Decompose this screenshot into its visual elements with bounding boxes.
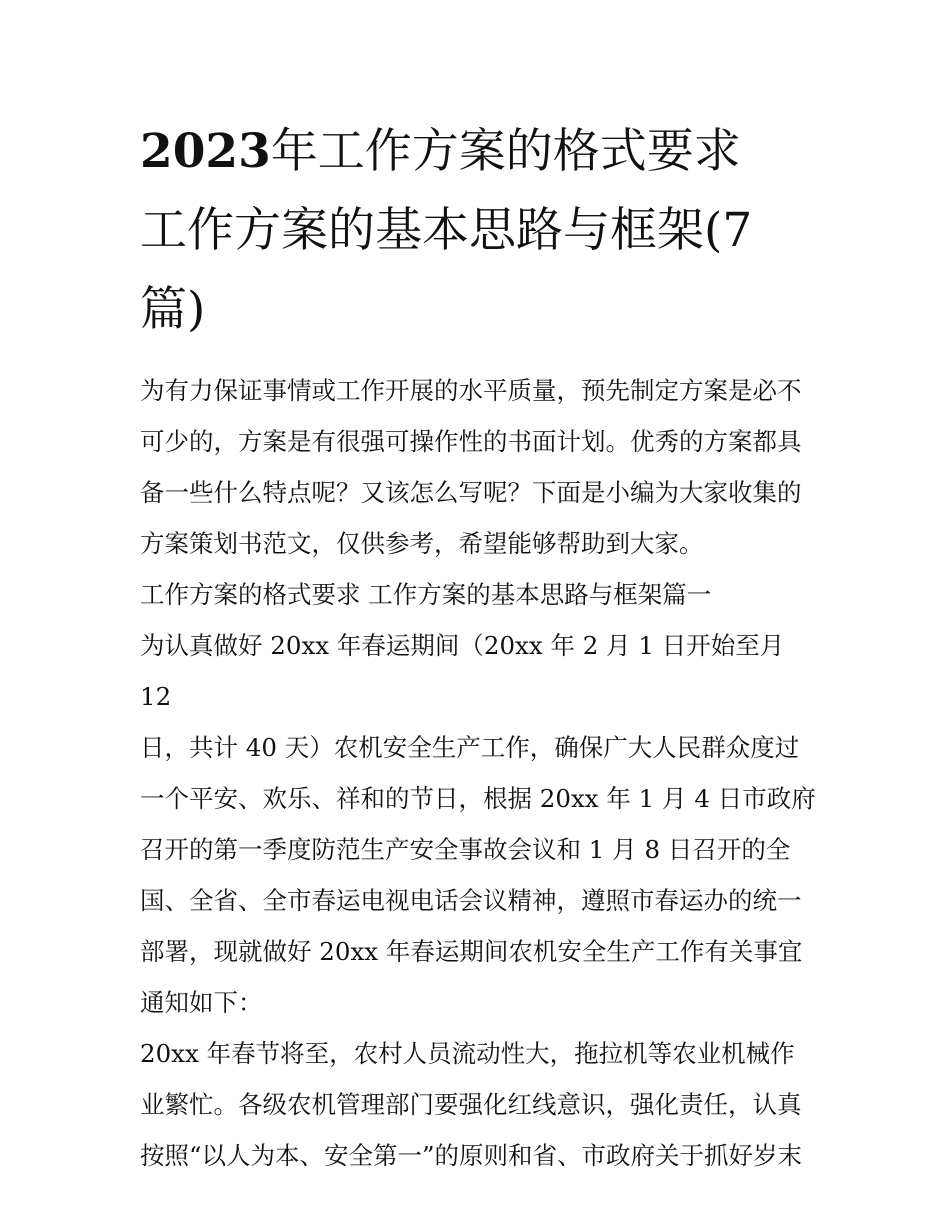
title-line-1: 年工作方案的格式要求 (270, 124, 741, 179)
section-heading (140, 569, 820, 620)
text-line: 召开的第一季度防范生产安全事故会议和 1 月 8 日召开的全 (140, 835, 791, 864)
document-content (140, 112, 820, 1181)
text-line: 备一些什么特点呢？又该怎么写呢？下面是小编为大家收集的 (140, 478, 802, 507)
text-line: 按照“以人为本、安全第一”的原则和省、市政府关于抓好岁末 (140, 1141, 803, 1170)
text-line: 一个平安、欢乐、祥和的节日，根据 20xx 年 1 月 4 日市政府 (140, 784, 816, 813)
text-line: 日，共计 40 天）农机安全生产工作，确保广大人民群众度过 (140, 733, 800, 762)
text-line: 20xx 年春节将至，农村人员流动性大，拖拉机等农业机械作 (140, 1039, 795, 1068)
body-paragraph-2 (140, 1028, 820, 1181)
text-line: 为有力保证事情或工作开展的水平质量，预先制定方案是必不 (140, 376, 802, 405)
title-line-2: 工作方案的基本思路与框架(7 (140, 203, 753, 258)
text-line: 业繁忙。各级农机管理部门要强化红线意识，强化责任，认真 (140, 1090, 802, 1119)
text-line: 方案策划书范文，仅供参考，希望能够帮助到大家。 (140, 529, 704, 558)
text-line: 可少的，方案是有很强可操作性的书面计划。优秀的方案都具 (140, 427, 802, 456)
text-line: 工作方案的格式要求 工作方案的基本思路与框架篇一 (140, 580, 712, 609)
text-line: 国、全省、全市春运电视电话会议精神，遵照市春运办的统一 (140, 886, 802, 915)
text-line: 通知如下： (140, 988, 263, 1017)
document-title (140, 112, 820, 349)
text-line: 为认真做好 20xx 年春运期间（20xx 年 2 月 1 日开始至月 12 (140, 631, 785, 711)
body-paragraph-1 (140, 620, 820, 1028)
intro-paragraph (140, 365, 820, 569)
title-line-3: 篇) (140, 282, 206, 337)
title-year: 2023 (140, 124, 271, 179)
text-line: 部署，现就做好 20xx 年春运期间农机安全生产工作有关事宜 (140, 937, 803, 966)
